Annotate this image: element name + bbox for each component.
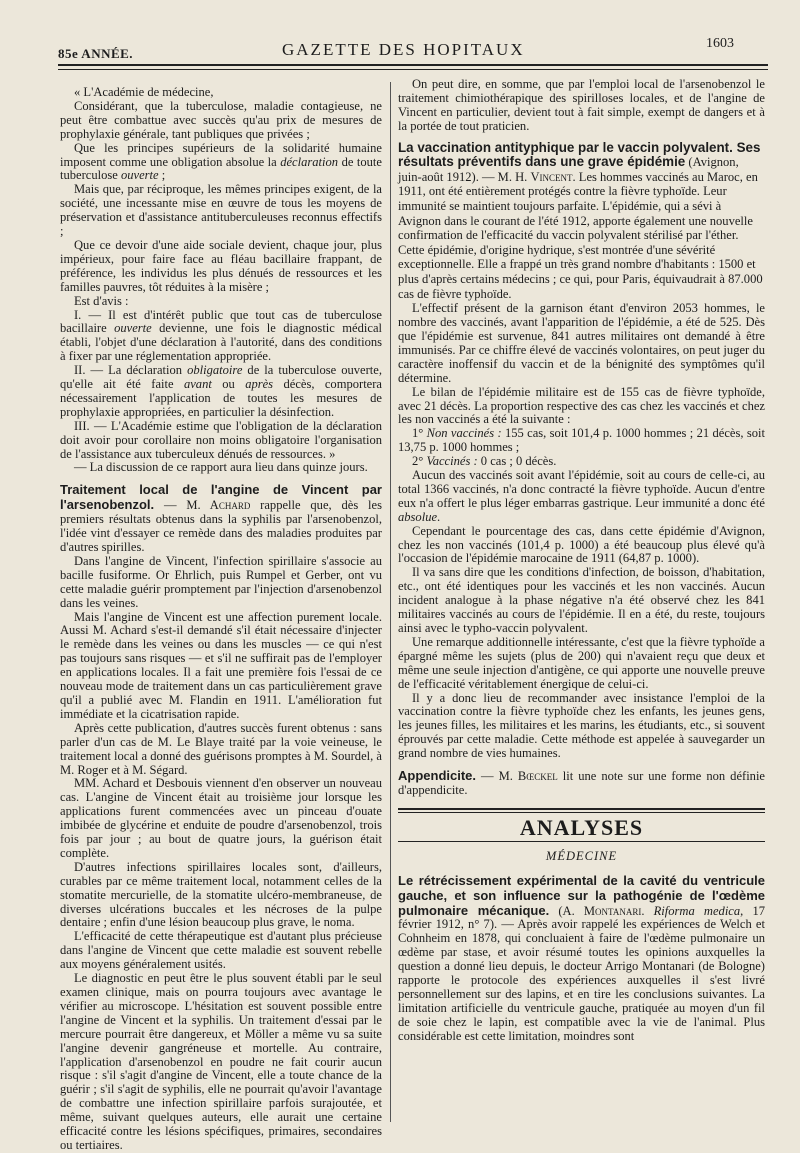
paragraph: III. — L'Académie estime que l'obligation de la déclaration doit avoir pour corollaire non moins obligatoire l'organisation de l'assistance aux tuberculeux dénués de ressources. » (60, 418, 382, 461)
journal-name: Riforma medica (653, 903, 741, 918)
paragraph: Mais l'angine de Vincent est une affection purement locale. Aussi M. Achard s'est-il demandé s'il était nécessaire d'injecter le remède dans les veines ou dans les muscles — ce qui n'est pas toujours sans risques — et s'il ne suffirait pas de l'employer en applications locales. Il a fait une première fois l'essai de ce nouveau mode de traitement dans un cas particulièrement grave qu'il a publié avec M. Flandin en 1911. L'amélioration fut immédiate et la cicatrisation rapide. (60, 609, 382, 721)
author-name: Vincent (530, 169, 573, 184)
paragraph: L'efficacité de cette thérapeutique est d'autant plus précieuse dans l'angine de Vincent que cette maladie est souvent rebelle aux moyens généralement usités. (60, 929, 382, 972)
paragraph: I. — Il est d'intérêt public que tout cas de tuberculose bacillaire ouverte devienne, une fois le diagnostic médical établi, l'objet d'une déclaration à l'autorité, dans des conditions à fixer par une réglementation appropriée. (60, 307, 382, 364)
subsection-title-medecine: MÉDECINE (545, 848, 618, 863)
paragraph: Il y a donc lieu de recommander avec insistance l'emploi de la vaccination contre la fièvre typhoïde chez les enfants, les jeunes gens, les jeunes filles, les militaires et les marins, les étudiants, etc., si souvent éprouvés par cette maladie. Cette méthode est appelée à sauvegarder un grand nombre de vies humaines. (398, 690, 765, 761)
year-label: 85e ANNÉE. (58, 46, 134, 61)
article-heading: Le rétrécissement expérimental de la cavité du ventricule gauche, et son influence sur la pathogénie de l'œdème pulmonaire mécanique. (398, 872, 765, 918)
paragraph: Cependant le pourcentage des cas, dans cette épidémie d'Avignon, chez les non vaccinés (101,4 p. 1000) a été beaucoup plus élevé qu'à l'occasion de l'épidémie marocaine de 1911 (64,87 p. 1000). (398, 523, 765, 566)
article-retrecissement: Le rétrécissement expérimental de la cavité du ventricule gauche, et son influence sur la pathogénie de l'œdème pulmonaire mécanique. (A. Montanari. Riforma medica, 17 février 1912, n° 7). — Après avoir rappelé les expériences de Welch et Cohnheim en 1878, qui concluaient à faire de l'œdème pulmonaire un œdème par stase, et avoir résumé toutes les opinions auxquelles la question a donné lieu depuis, le docteur Arrigo Montanari (de Bologne) rapporte le protocole des expériences auxquelles il s'est livré personnellement sur des lapins, et en tire les conclusions suivantes. La limitation artificielle du ventricule gauche, pratiquée au moyen d'un fil de soie chez le lapin, est compatible avec la vie de l'animal. Plus considérable est cette limitation, moindres sont (398, 872, 765, 1043)
paragraph: Que les principes supérieurs de la solidarité humaine imposent comme une obligation absolue la déclaration de toute tuberculose ouverte ; (60, 140, 382, 183)
header-rule-thin (58, 69, 768, 70)
article-appendicite: Appendicite. — M. Bœckel lit une note sur une forme non définie d'appendicite. (398, 768, 766, 797)
paragraph: Une remarque additionnelle intéressante, c'est que la fièvre typhoïde a épargné même les sujets (plus de 200) qui n'avaient reçu que deux et même une seule injection d'antigène, ce qui apporte une nouvelle preuve de l'efficacité véritablement énergique de celui-ci. (398, 634, 765, 691)
journal-title: GAZETTE DES HOPITAUX (282, 40, 525, 59)
paragraph: Considérant, que la tuberculose, maladie contagieuse, ne peut être combattue avec succès qu'au prix de mesures de prophylaxie générale, tant publiques que privées ; (60, 98, 382, 141)
column-divider (390, 82, 391, 1122)
paragraph: Le diagnostic en peut être le plus souvent établi par le seul examen clinique, mais on pourra toujours avec avantage le vérifier au microscope. L'hésitation est souvent possible entre l'angine de Vincent et la syphilis. Un traitement d'essai par le mercure pourrait être dangereux, et Möller a même vu sa suite l'angine devenir gangréneuse et mortelle. Au contraire, l'application d'arsenobenzol en poudre ne fait courir aucun risque : s'il s'agit d'angine de Vincent, elle a toute chance de la guérir ; s'il s'agit de syphilis, elle ne pourrait qu'avoir l'avantage de combattre une infection spirillaire parfois surajoutée, et même, suivant quelques auteurs, elle aurait une certaine efficacité contre les lésions spécifiques, primaires, secondaires ou tertiaires. (60, 971, 382, 1152)
paragraph: Après cette publication, d'autres succès furent obtenus : sans parler d'un cas de M. Le Blaye traité par la voie veineuse, le traitement local a donné des guérisons promptes à M. Sourdel, à M. Roger et à M. Ségard. (60, 720, 382, 777)
paragraph: Est d'avis : (74, 293, 129, 308)
paragraph: Dans l'angine de Vincent, l'infection spirillaire s'associe au bacille fusiforme. Or Ehrlich, puis Rumpel et Gerber, ont vu cette maladie guérir promptement par l'injection d'arsenobenzol dans les veines. (60, 553, 382, 610)
article-heading: Appendicite. (398, 768, 477, 784)
paragraph: — La discussion de ce rapport aura lieu dans quinze jours. (74, 460, 368, 475)
article-heading: Traitement local de l'angine de Vincent par l'arsenobenzol. (60, 482, 382, 513)
paragraph: Que ce devoir d'une aide sociale devient, chaque jour, plus impérieux, pour faire face au fléau bacillaire frappant, de préférence, les individus les plus dénués de ressources et les familles pauvres, tôt réduites à la misère ; (60, 237, 382, 294)
paragraph: 1° Non vaccinés : 155 cas, soit 101,4 p. 1000 hommes ; 21 décès, soit 13,75 p. 1000 hommes ; (398, 426, 765, 455)
paragraph: D'autres infections spirillaires locales sont, d'ailleurs, curables par ce même traitement local, notamment celles de la stomatite mercurielle, de la stomatite ulcéro-membraneuse, de diverses ulcérations buccales et les nécroses de la pulpe dentaire ; enfin d'une lésion beaucoup plus grave, le noma. (60, 859, 382, 930)
section-title-analyses: ANALYSES (519, 814, 644, 840)
paragraph: On peut dire, en somme, que par l'emploi local de l'arsenobenzol le traitement chimiothérapique des spirilloses locales, et de l'angine de Vincent en particulier, devient tout à fait simple, exempt de dangers et à la portée de tout praticien. (398, 77, 765, 133)
article-traitement-local: Traitement local de l'angine de Vincent par l'arsenobenzol. — M. Achard rappelle que, dès les premiers résultats obtenus dans la syphilis par l'arsenobenzol, l'idée vint d'essayer ce remède dans des maladies produites par d'autres spirilles. (60, 482, 382, 554)
header-rule-thick (58, 64, 768, 66)
paragraph: MM. Achard et Desbouis viennent d'en observer un nouveau cas. L'angine de Vincent était au troisième jour lorsque les applications furent commencées avec un pinceau d'ouate imbibée de glycérine et enduite de poudre d'arsenobenzol, trois fois par jour ; au bout de quatre jours, la guérison était complète. (60, 776, 382, 860)
author-name: Bœckel (517, 769, 558, 784)
paragraph: « L'Académie de médecine, (74, 85, 214, 99)
article-heading-vaccination: La vaccination antityphique par le vaccin polyvalent. Ses résultats préventifs dans une grave épidémie (Avignon, juin-août 1912). — M. H. Vincent. Les hommes vaccinés au Maroc, en 1911, ont été entièrement protégés contre la fièvre typhoïde. Leur immunité se maintient toujours parfaite. L'épidémie, qui a sévi à Avignon dans le courant de l'été 1912, apporte également une nouvelle confirmation de l'efficacité du vaccin polyvalent stérilisé par l'éther. Cette épidémie, d'origine hydrique, s'est montrée d'une sévérité exceptionnelle. Elle a frappé un très grand nombre d'habitants : 1500 et plus d'après certains médecins ; ce qui, pour Paris, équivaudrait à 87.000 cas de fièvre typhoïde. (398, 139, 763, 301)
paragraph: Mais que, par réciproque, les mêmes principes exigent, de la société, une incessante mise en œuvre de tous les moyens de préservation et d'assistance antituberculeuses reconnus effectifs ; (60, 182, 382, 239)
page-number: 1603 (706, 36, 734, 51)
right-column (398, 78, 765, 1044)
section-rule-thin (398, 841, 765, 842)
paragraph: 2° Vaccinés : 0 cas ; 0 décès. (412, 454, 557, 469)
author-name: Montanari (583, 903, 642, 918)
paragraph: Il va sans dire que les conditions d'infection, de boisson, d'habitation, etc., ont été identiques pour les vaccinés et les non vaccinés. Aucun incident analogue à la phase négative n'a été observé chez les 841 militaires vaccinés au cours de l'épidémie. Il en a été, du reste, toujours ainsi avec le typho-vaccin polyvalent. (398, 565, 765, 635)
paragraph: L'effectif présent de la garnison étant d'environ 2053 hommes, le nombre des vaccinés, avant l'apparition de l'épidémie, a été de 525. Dès que l'épidémie est survenue, 841 autres militaires ont demandé à être immunisés. Par ce chiffre élevé de vaccinés volontaires, on peut juger du caractère inoffensif du vaccin et de la bénignité des symptômes qu'il détermine. (398, 301, 765, 385)
left-column (60, 86, 382, 1153)
paragraph: II. — La déclaration obligatoire de la tuberculose ouverte, qu'elle ait été faite avant ou après décès, comportera nécessairement l'application de toutes les mesures de prophylaxie appropriées, en particulier la désinfection. (60, 363, 382, 419)
author-name: M. Achard (186, 498, 251, 513)
section-rule (398, 808, 765, 813)
paragraph: Le bilan de l'épidémie militaire est de 155 cas de fièvre typhoïde, avec 21 décès. La proportion respective des cas chez les vaccinés et chez les non vaccinés a été la suivante : (398, 384, 765, 427)
page-header (0, 0, 800, 74)
paragraph: Aucun des vaccinés soit avant l'épidémie, soit au cours de celle-ci, au total 1366 vaccinés, n'a donc contracté la fièvre typhoïde. Aucun d'entre eux n'a offert le plus léger embarras gastrique. Leur immunité a donc été absolue. (398, 468, 765, 524)
